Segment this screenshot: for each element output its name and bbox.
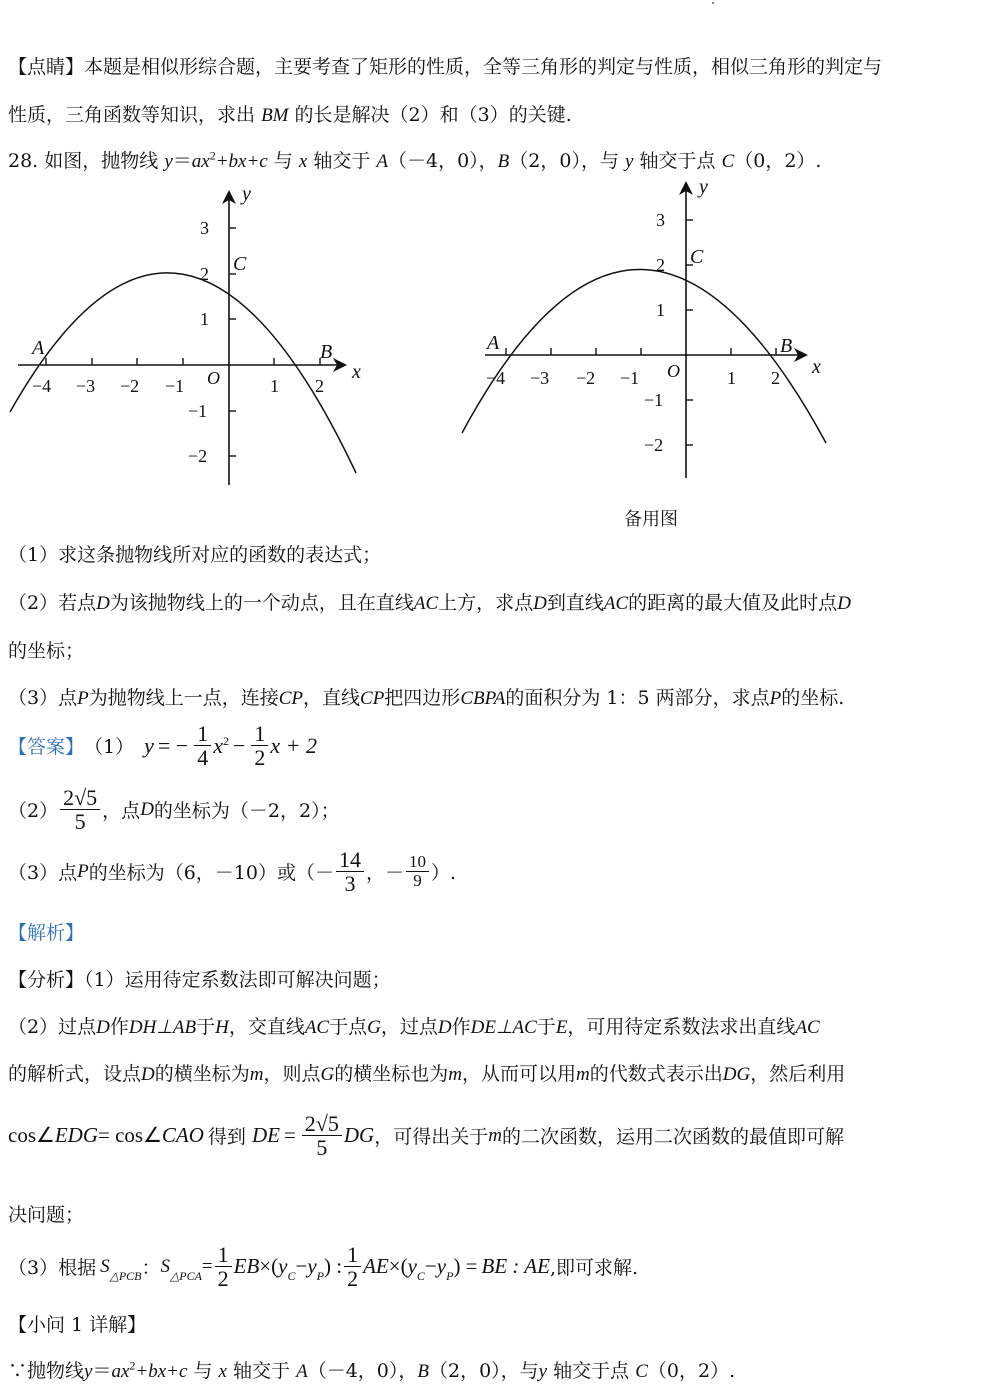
tick-y-2: 2: [200, 264, 209, 284]
parabola-curve: [10, 273, 356, 473]
point-b-label: B: [780, 335, 793, 357]
jiexi-tag: 【解析】: [8, 922, 85, 944]
x-ticks: [506, 348, 776, 355]
parabola-graph-backup: [455, 175, 840, 480]
tick-y-1: 1: [200, 309, 209, 329]
tick-x-neg2: −2: [576, 368, 596, 388]
xiaowen-1-line-1: ∵抛物线$y=ax^2+bx+c$ 与 x 轴交于 A（－4，0），B（2，0），与y 轴交于点 C（0，2）.: [8, 1358, 736, 1382]
problem-statement: 28. 如图，抛物线 $y=ax^2+bx+c$ 与 x 轴交于 A（－4，0），B（2，0），与 y 轴交于点 C（0，2）.: [8, 148, 822, 172]
y-axis-label: y: [242, 183, 251, 205]
fenxi-tag: 【分析】: [8, 969, 85, 991]
point-a-label: A: [32, 337, 45, 359]
answer-tag: 【答案】: [8, 736, 85, 759]
tick-x-neg4: −4: [486, 368, 506, 388]
tick-x-neg3: −3: [76, 376, 96, 396]
fenxi-line-5: 决问题；: [8, 1204, 85, 1226]
point-c-label: C: [233, 253, 247, 275]
x-ticks: [46, 358, 320, 365]
point-c-label: C: [690, 246, 704, 268]
answer-1: 【答案】 （1） y = − $\frac{1}{4}$ x $^2$ − $\frac{1}{2}$ x + 2: [8, 721, 318, 771]
tick-y-2: 2: [656, 255, 665, 275]
question-1: （1）求这条抛物线所对应的函数的表达式；: [8, 544, 382, 566]
tick-x-neg3: −3: [530, 368, 550, 388]
tick-x-neg2: −2: [120, 376, 140, 396]
parabola-graph-main: [0, 180, 380, 490]
dianjing-tag: 【点睛】: [8, 56, 85, 78]
tick-y-neg2: −2: [188, 446, 208, 466]
tick-y-1: 1: [656, 300, 665, 320]
question-2-line-1: （2）若点D为该抛物线上的一个动点，且在直线AC上方，求点D到直线AC的距离的最大值及此时点D: [8, 592, 851, 614]
tick-y-3: 3: [656, 210, 665, 230]
fenxi-line-3: 的解析式，设点D的横坐标为m，则点G的横坐标也为m，从而可以用m的代数式表示出DG，然后利用: [8, 1063, 846, 1085]
backup-figure-caption: 备用图: [624, 509, 678, 530]
tick-y-neg1: −1: [188, 401, 208, 421]
tick-x-1: 1: [727, 368, 736, 388]
tick-y-neg1: −1: [644, 390, 664, 410]
parabola-curve: [462, 269, 826, 443]
origin-label: O: [667, 361, 680, 381]
dianjing-line-1: 【点睛】本题是相似形综合题，主要考查了矩形的性质，全等三角形的判定与性质，相似三角形的判定与: [8, 56, 883, 78]
y-axis-label: y: [699, 176, 708, 198]
x-axis-label: x: [352, 361, 361, 383]
fenxi-line-2: （2）过点D作DH⊥AB于H，交直线AC于点G，过点D作DE⊥AC于E，可用待定系数法求出直线AC: [8, 1016, 820, 1038]
tick-x-1: 1: [270, 376, 279, 396]
scan-speck: [712, 2, 714, 4]
tick-y-3: 3: [200, 218, 209, 238]
answer-2: （2） $\frac{2√5}{5}$ ，点 D 的坐标为（－2，2）；: [8, 785, 340, 835]
question-2-line-2: 的坐标；: [8, 640, 85, 662]
question-3: （3）点P为抛物线上一点，连接CP，直线CP把四边形CBPA的面积分为 1：5 两部分，求点P的坐标.: [8, 687, 845, 709]
dianjing-line-2: 性质，三角函数等知识，求出 BM 的长是解决（2）和（3）的关键.: [8, 104, 572, 126]
answer-3: （3）点 P 的坐标为（6，－10）或（－ $\frac{14}{3}$ ，－ $\frac{10}{9}$ ）.: [8, 847, 457, 897]
tick-x-neg4: −4: [32, 376, 52, 396]
xiaowen-1-tag: 【小问 1 详解】: [8, 1314, 147, 1336]
origin-label: O: [207, 368, 220, 388]
tick-x-2: 2: [315, 376, 324, 396]
point-b-label: B: [320, 341, 333, 363]
tick-x-2: 2: [771, 368, 780, 388]
fenxi-line-6: （3）根据 S $_{\triangle PCB}$ ： S $_{\triangle PCA}$ = $\frac{1}{2}$ EB ×( y $_C$ − y $_P$ ) : $\frac{1}{2}$ AE ×( y $_C$ − y $_P$ ) = BE : AE ,即可求解.: [8, 1242, 639, 1292]
tick-y-neg2: −2: [644, 435, 664, 455]
fenxi-line-4: cos∠ EDG = cos∠ CAO 得到 DE = $\frac{2√5}{5}$ DG ，可得出关于 m 的二次函数，运用二次函数的最值即可解: [8, 1111, 844, 1161]
point-a-label: A: [487, 332, 500, 354]
fenxi-line-1: 【分析】（1）运用待定系数法即可解决问题；: [8, 969, 391, 991]
x-axis-label: x: [812, 356, 821, 378]
tick-x-neg1: −1: [620, 368, 640, 388]
tick-x-neg1: −1: [165, 376, 185, 396]
